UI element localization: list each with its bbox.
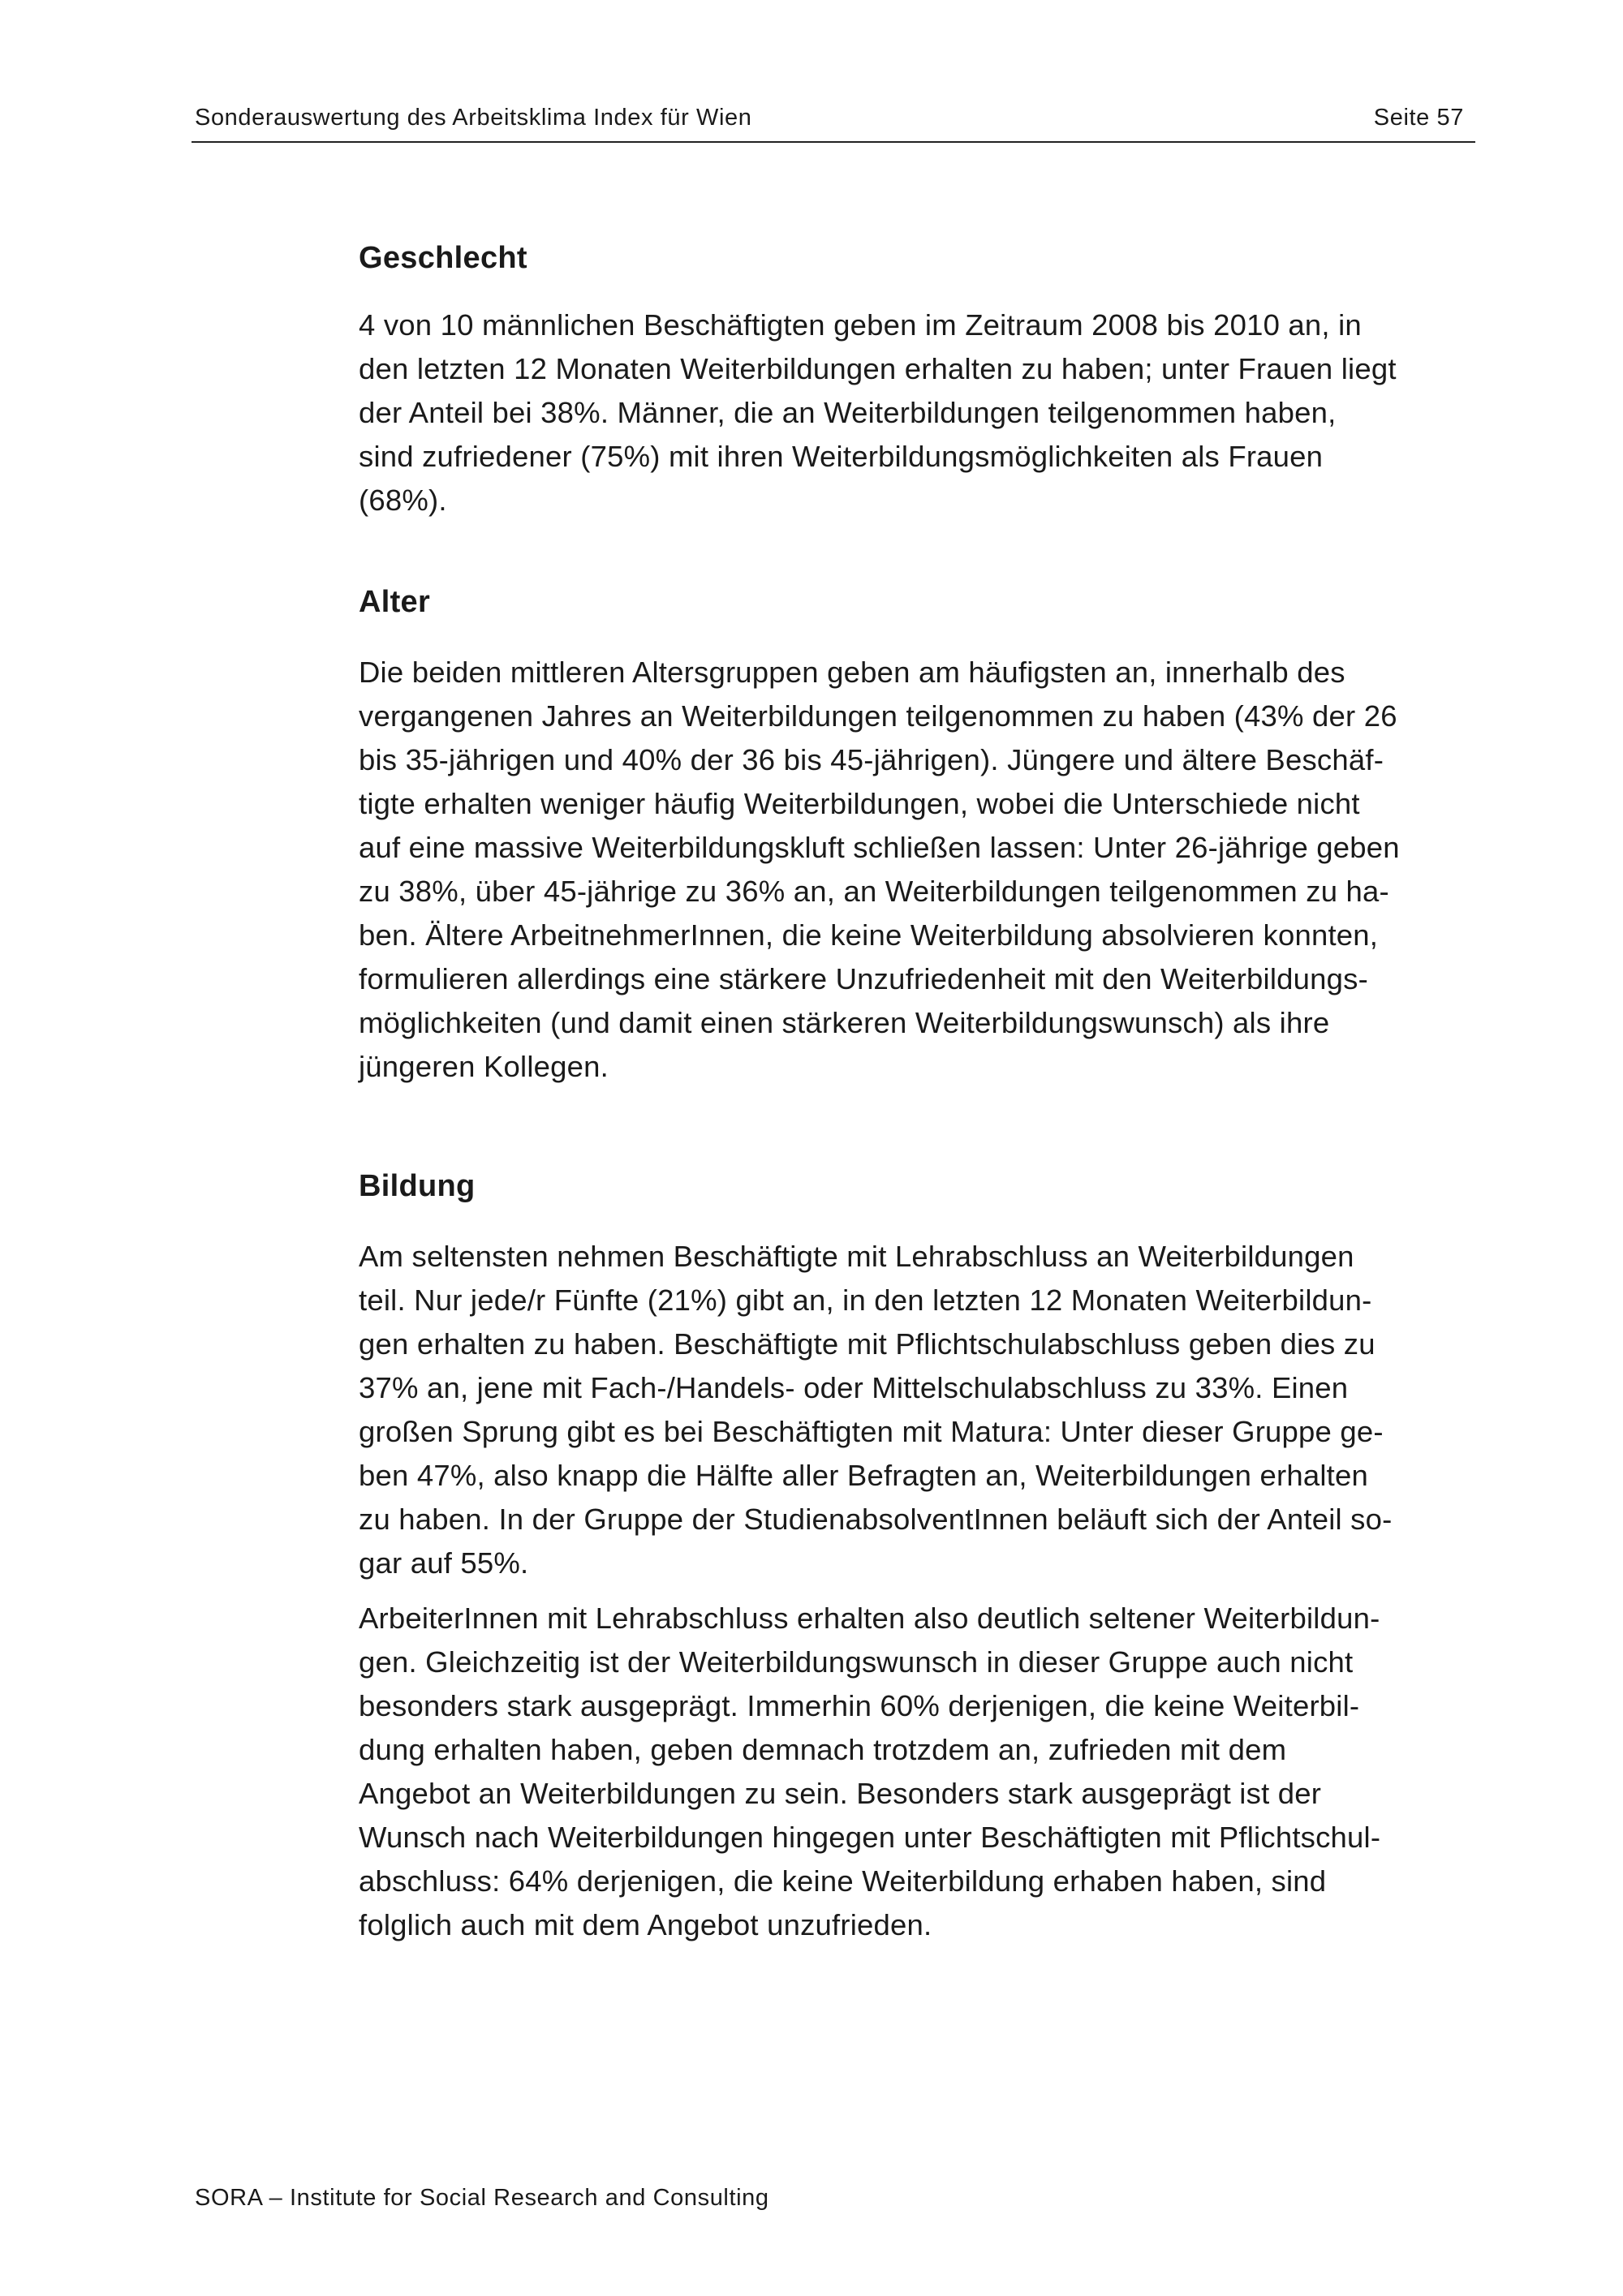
main-content (359, 235, 1479, 1947)
paragraph-geschlecht: 4 von 10 männlichen Beschäftigten geben im Zeitraum 2008 bis 2010 an, in den letzten 12 Monaten Weiterbildungen erhalten zu haben; unter Frauen liegt der Anteil bei 38%. Männer, die an Weiterbildungen teilgenommen haben, sind zufriedener (75%) mit ihren Weiterbildungsmöglichkeiten als Frauen (68%). (359, 308, 1397, 517)
page-number: Seite 57 (1373, 105, 1464, 131)
paragraph-bildung-2: ArbeiterInnen mit Lehrabschluss erhalten also deutlich seltener Weiterbildun- gen. Gleichzeitig ist der Weiterbildungswunsch in dieser Gruppe auch nicht besonders stark ausgeprägt. Immerhin 60% derjenigen, die keine Weiterbil- dung erhalten haben, geben demnach trotzdem an, zufrieden mit dem Angebot an Weiterbildungen zu sein. Besonders stark ausgeprägt ist der Wunsch nach Weiterbildungen hingegen unter Beschäftigten mit Pflichtschul- abschluss: 64% derjenigen, die keine Weiterbildung erhaben haben, sind folglich auch mit dem Angebot unzufrieden. (359, 1602, 1381, 1941)
document-title: Sonderauswertung des Arbeitsklima Index für Wien (195, 105, 752, 131)
page-header (192, 104, 1475, 143)
section-heading-bildung: Bildung (359, 1169, 476, 1203)
section-heading-alter: Alter (359, 585, 431, 619)
section-heading-geschlecht: Geschlecht (359, 241, 527, 275)
paragraph-bildung-1: Am seltensten nehmen Beschäftigte mit Lehrabschluss an Weiterbildungen teil. Nur jede/r Fünfte (21%) gibt an, in den letzten 12 Monaten Weiterbildun- gen erhalten zu haben. Beschäftigte mit Pflichtschulabschluss geben dies zu 37% an, jene mit Fach-/Handels- oder Mittelschulabschluss zu 33%. Einen großen Sprung gibt es bei Beschäftigten mit Matura: Unter dieser Gruppe ge- ben 47%, also knapp die Hälfte aller Befragten an, Weiterbildungen erhalten zu haben. In der Gruppe der StudienabsolventInnen beläuft sich der Anteil so- gar auf 55%. (359, 1240, 1393, 1580)
paragraph-alter: Die beiden mittleren Altersgruppen geben am häufigsten an, innerhalb des vergangenen Jahres an Weiterbildungen teilgenommen zu haben (43% der 26 bis 35-jährigen und 40% der 36 bis 45-jährigen). Jüngere und ältere Beschäf- tigte erhalten weniger häufig Weiterbildungen, wobei die Unterschiede nicht auf eine massive Weiterbildungskluft schließen lassen: Unter 26-jährige geben zu 38%, über 45-jährige zu 36% an, an Weiterbildungen teilgenommen zu ha- ben. Ältere ArbeitnehmerInnen, die keine Weiterbildung absolvieren konnten, formulieren allerdings eine stärkere Unzufriedenheit mit den Weiterbildungs- möglichkeiten (und damit einen stärkeren Weiterbildungswunsch) als ihre jüngeren Kollegen. (359, 656, 1400, 1083)
page-footer: SORA – Institute for Social Research and Consulting (195, 2185, 769, 2211)
